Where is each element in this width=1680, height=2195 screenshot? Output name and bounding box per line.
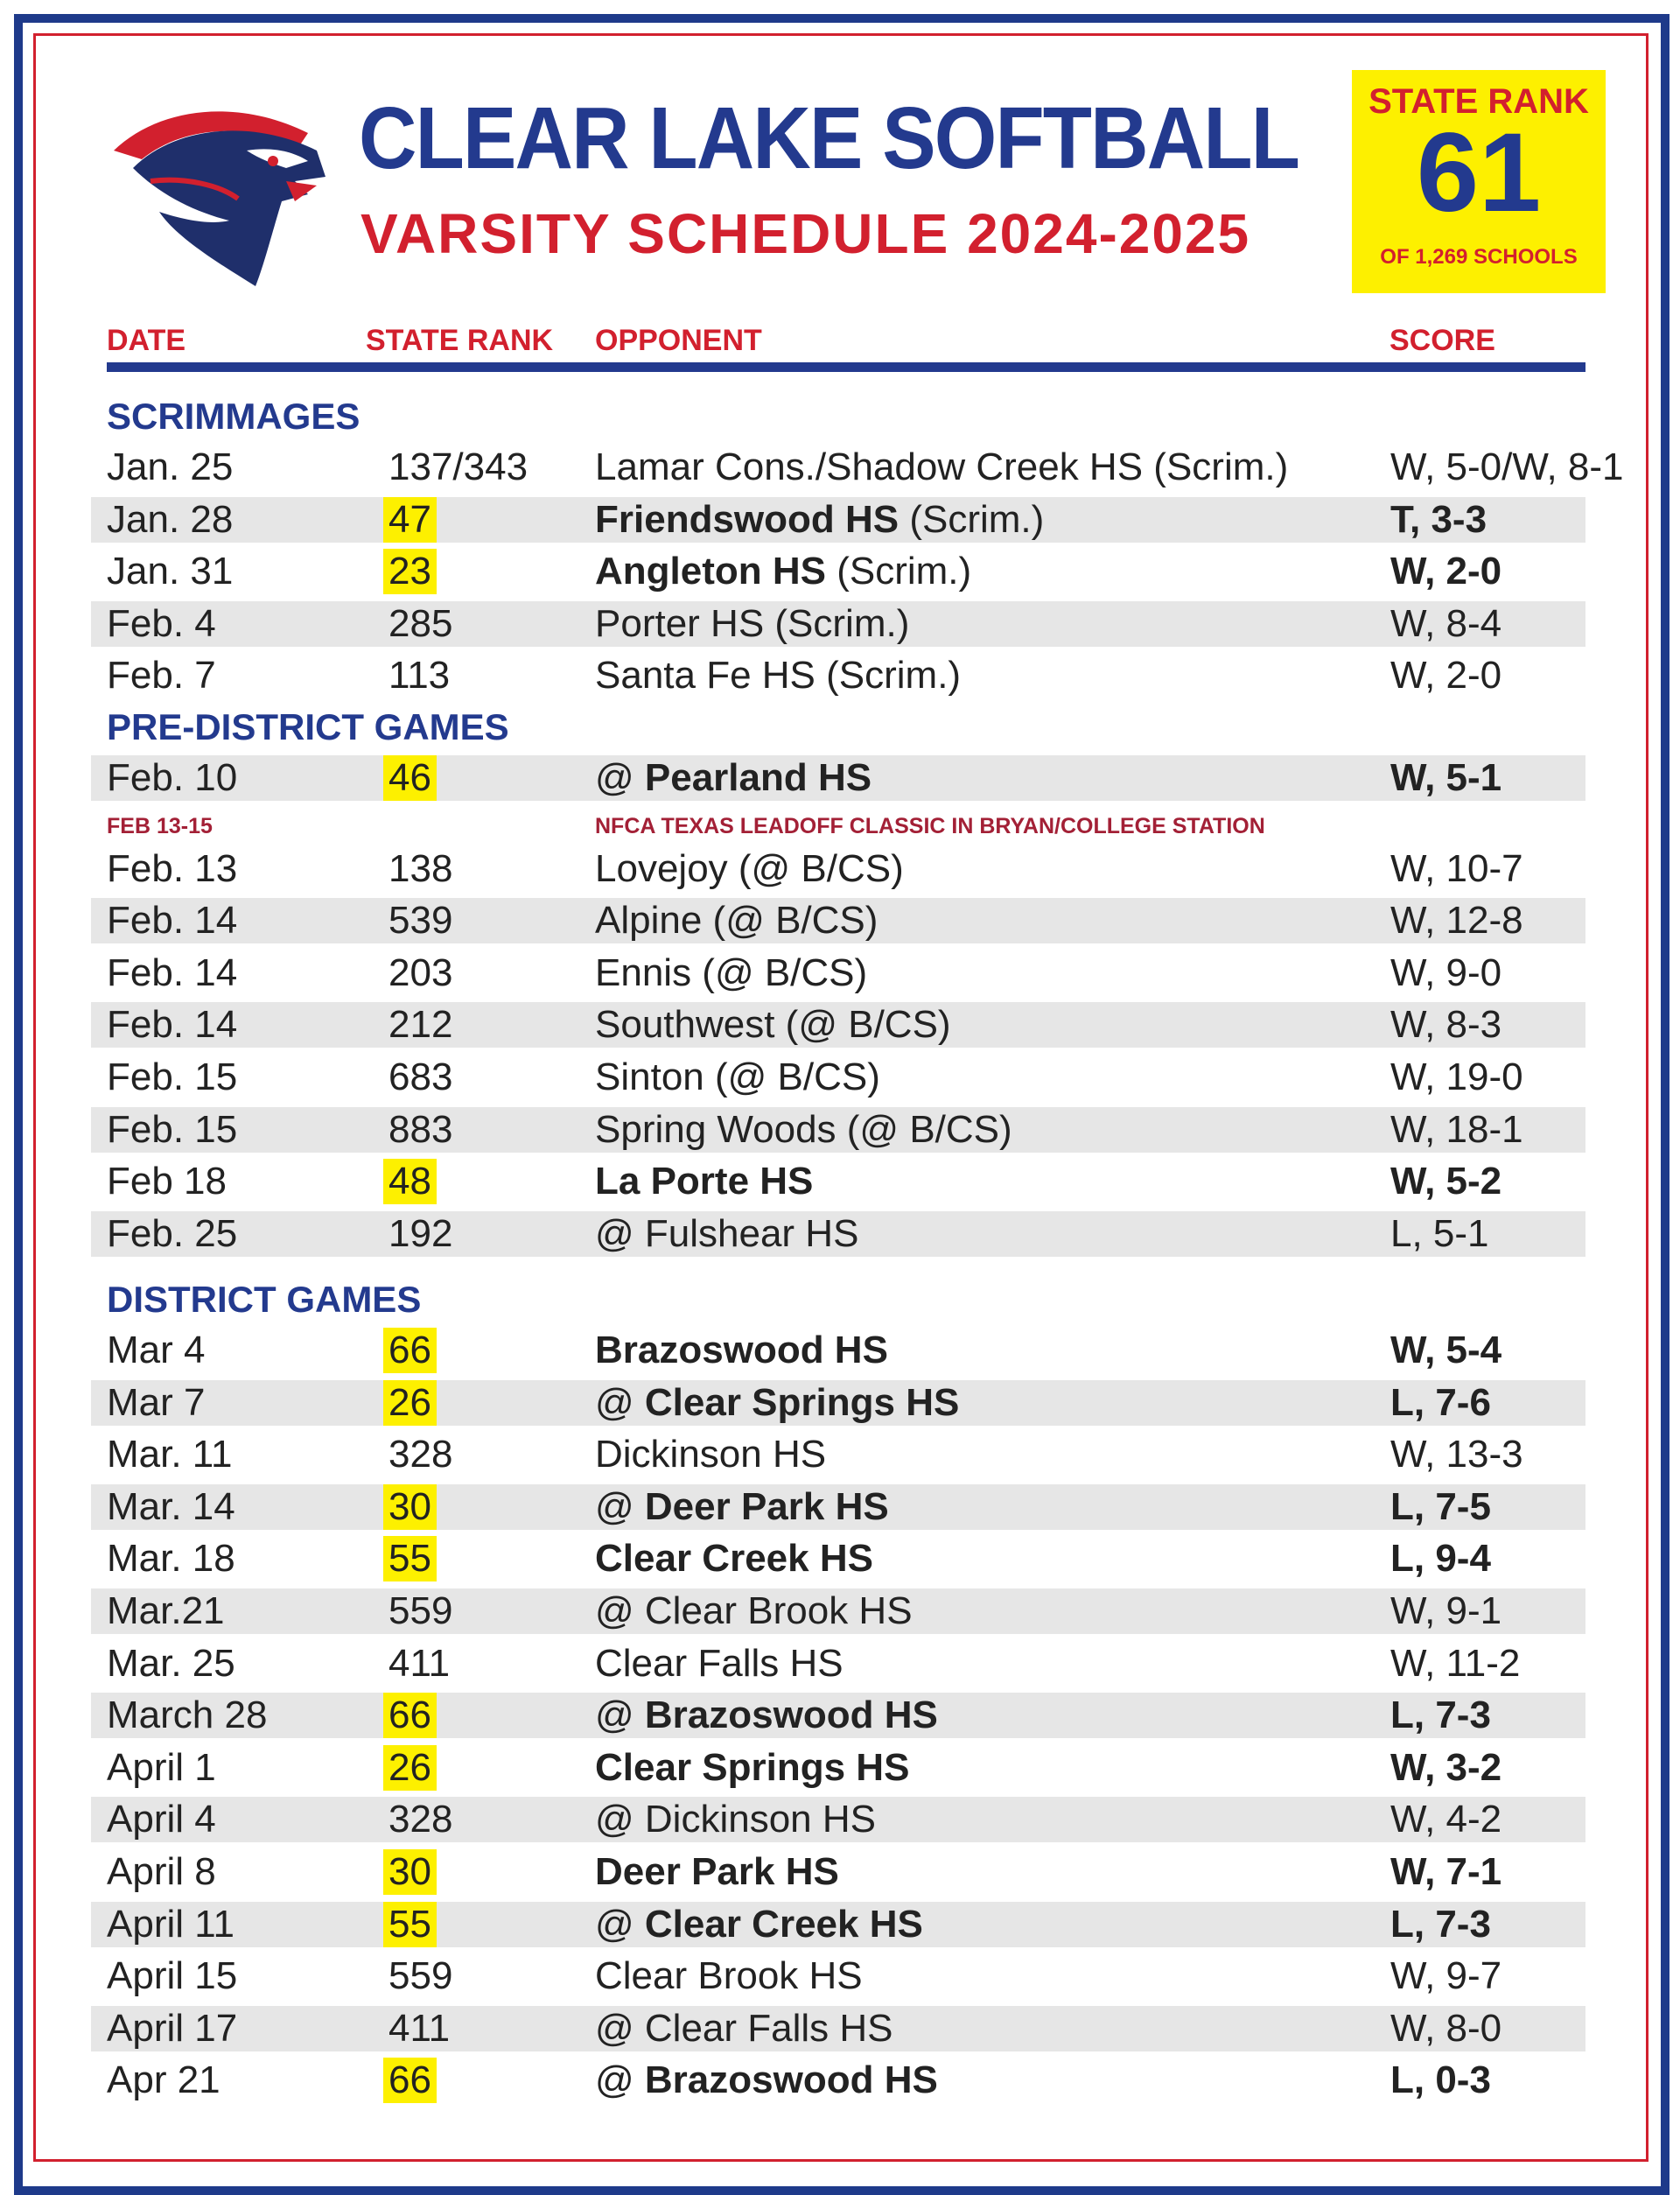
game-score: L, 7-6	[1390, 1380, 1491, 1424]
opponent-cell	[595, 1211, 858, 1257]
table-row	[91, 1797, 1586, 1842]
opponent-state-rank: 328	[388, 1433, 453, 1476]
game-score: W, 18-1	[1390, 1107, 1523, 1151]
scrimmage-tag: (Scrim.)	[825, 550, 972, 593]
game-score: L, 7-3	[1390, 1902, 1491, 1946]
game-date: March 28	[107, 1694, 268, 1737]
opponent-cell	[595, 1159, 813, 1204]
game-score: W, 2-0	[1390, 550, 1502, 593]
tournament-note-text: NFCA TEXAS LEADOFF CLASSIC IN BRYAN/COLLEGE STATION	[595, 813, 1265, 838]
opponent-state-rank: 328	[388, 1798, 453, 1841]
table-row	[91, 1002, 1586, 1048]
game-score: L, 9-4	[1390, 1537, 1491, 1581]
opponent-cell	[595, 846, 904, 892]
opponent-state-rank: 47	[383, 497, 437, 543]
opponent-state-rank: 212	[388, 1003, 453, 1047]
page-title: CLEAR LAKE SOFTBALL	[359, 89, 1299, 187]
game-date: Mar 7	[107, 1380, 206, 1424]
game-score: W, 12-8	[1390, 899, 1523, 943]
header-divider	[107, 362, 1586, 372]
game-score: W, 8-4	[1390, 601, 1502, 645]
opponent-state-rank: 66	[383, 1693, 437, 1738]
column-header-opponent: OPPONENT	[595, 324, 762, 357]
scrimmage-tag: (Scrim.)	[1143, 445, 1289, 488]
game-score: W, 9-0	[1390, 950, 1502, 994]
opponent-state-rank: 411	[388, 1641, 451, 1685]
table-row	[91, 653, 1586, 698]
table-row	[91, 1432, 1586, 1477]
table-row	[91, 2058, 1586, 2103]
game-date: April 1	[107, 1745, 216, 1789]
game-date: Feb. 25	[107, 1211, 238, 1255]
table-row	[91, 445, 1624, 490]
game-score: W, 5-1	[1390, 756, 1502, 799]
opponent-name: Lamar Cons./Shadow Creek HS	[595, 445, 1144, 488]
opponent-cell	[595, 1953, 863, 1999]
game-score: W, 4-2	[1390, 1798, 1502, 1841]
table-row	[91, 1849, 1586, 1895]
opponent-state-rank: 26	[383, 1380, 437, 1426]
opponent-state-rank: 539	[388, 899, 453, 943]
opponent-state-rank: 559	[388, 1954, 453, 1998]
game-score: L, 0-3	[1390, 2058, 1491, 2102]
game-date: Jan. 31	[107, 550, 234, 593]
opponent-cell	[595, 1641, 844, 1687]
table-row	[91, 2006, 1586, 2051]
away-marker: @	[595, 756, 645, 799]
falcon-head-logo	[107, 98, 334, 291]
table-row	[91, 1536, 1586, 1581]
game-score: L, 7-3	[1390, 1694, 1491, 1737]
opponent-name: Southwest (@ B/CS)	[595, 1003, 951, 1047]
column-header-date: DATE	[107, 324, 186, 357]
table-row	[91, 1588, 1586, 1634]
opponent-name: Clear Springs HS	[644, 1380, 960, 1424]
opponent-state-rank: 55	[383, 1536, 437, 1581]
opponent-name: Alpine (@ B/CS)	[595, 899, 878, 943]
game-score: W, 5-2	[1390, 1160, 1502, 1203]
table-row	[91, 1211, 1586, 1257]
table-row	[91, 898, 1586, 943]
table-row	[91, 1159, 1586, 1204]
opponent-name: Angleton HS	[595, 550, 826, 593]
away-marker: @	[595, 1902, 645, 1946]
opponent-cell	[595, 653, 961, 698]
table-row	[91, 1055, 1586, 1100]
opponent-state-rank: 30	[383, 1849, 437, 1895]
game-score: T, 3-3	[1390, 497, 1488, 541]
opponent-name: @ Clear Brook HS	[595, 1589, 913, 1632]
away-marker: @	[595, 2058, 645, 2102]
opponent-name: Porter HS	[595, 601, 765, 645]
game-date: April 4	[107, 1798, 216, 1841]
game-date: Feb. 15	[107, 1055, 238, 1098]
game-date: Feb. 14	[107, 1003, 238, 1047]
opponent-state-rank: 23	[383, 549, 437, 594]
table-row	[91, 497, 1586, 543]
opponent-state-rank: 683	[388, 1055, 453, 1098]
section-heading: PRE-DISTRICT GAMES	[107, 706, 509, 747]
opponent-cell	[595, 1328, 888, 1373]
game-date: Mar.21	[107, 1589, 225, 1632]
away-marker: @	[595, 1380, 645, 1424]
game-date: Feb. 15	[107, 1107, 238, 1151]
opponent-cell	[595, 898, 878, 943]
game-date: Apr 21	[107, 2058, 220, 2102]
state-rank-label: STATE RANK	[1368, 82, 1589, 121]
game-score: L, 5-1	[1390, 1211, 1489, 1255]
opponent-cell	[595, 1380, 959, 1426]
table-row	[91, 1641, 1586, 1687]
game-date: Feb. 7	[107, 654, 216, 698]
game-date: Mar. 11	[107, 1433, 233, 1476]
column-header-state-rank: STATE RANK	[366, 324, 554, 357]
game-score: W, 5-4	[1390, 1329, 1502, 1371]
away-marker: @	[595, 1484, 645, 1528]
opponent-cell	[595, 2006, 893, 2051]
opponent-cell	[595, 1055, 880, 1100]
opponent-state-rank: 30	[383, 1484, 437, 1530]
opponent-state-rank: 55	[383, 1902, 437, 1947]
opponent-name: Ennis (@ B/CS)	[595, 950, 868, 994]
scrimmage-tag: (Scrim.)	[764, 601, 910, 645]
opponent-cell	[595, 1693, 938, 1738]
opponent-cell	[595, 2058, 938, 2103]
opponent-cell	[595, 1432, 826, 1477]
opponent-cell	[595, 1002, 951, 1048]
game-score: W, 3-2	[1390, 1745, 1502, 1789]
table-row	[91, 1380, 1586, 1426]
opponent-name: Pearland HS	[644, 756, 872, 799]
game-score: W, 8-3	[1390, 1003, 1502, 1047]
opponent-state-rank: 559	[388, 1589, 453, 1632]
table-row	[91, 1328, 1586, 1373]
table-row	[91, 1693, 1586, 1738]
opponent-name: Friendswood HS	[595, 497, 900, 541]
game-score: W, 2-0	[1390, 654, 1502, 698]
opponent-name: @ Clear Falls HS	[595, 2006, 893, 2050]
opponent-name: Deer Park HS	[595, 1850, 839, 1893]
game-score: W, 7-1	[1390, 1850, 1502, 1893]
opponent-cell	[595, 445, 1288, 490]
opponent-name: Brazoswood HS	[595, 1329, 888, 1371]
game-date: Feb. 10	[107, 756, 238, 799]
page-subtitle: VARSITY SCHEDULE 2024-2025	[360, 202, 1251, 265]
table-row	[91, 1107, 1586, 1153]
table-row	[91, 1484, 1586, 1530]
opponent-name: Clear Creek HS	[644, 1902, 923, 1946]
section-heading: SCRIMMAGES	[107, 396, 360, 437]
game-date: April 8	[107, 1850, 216, 1893]
opponent-state-rank: 192	[388, 1211, 453, 1255]
game-date: Feb. 14	[107, 950, 238, 994]
table-row	[91, 950, 1586, 996]
opponent-cell	[595, 1588, 913, 1634]
table-row	[91, 846, 1586, 892]
table-row	[91, 601, 1586, 647]
opponent-name: Clear Springs HS	[595, 1745, 910, 1789]
opponent-state-rank: 137/343	[388, 445, 528, 488]
opponent-state-rank: 46	[383, 755, 437, 801]
opponent-state-rank: 285	[388, 601, 453, 645]
opponent-cell	[595, 1902, 923, 1947]
game-score: W, 19-0	[1390, 1055, 1523, 1098]
opponent-state-rank: 48	[383, 1159, 437, 1204]
opponent-cell	[595, 549, 971, 594]
section-heading: DISTRICT GAMES	[107, 1279, 422, 1320]
opponent-cell	[595, 1107, 1012, 1153]
game-score: W, 8-0	[1390, 2006, 1502, 2050]
game-date: Mar. 14	[107, 1484, 235, 1528]
game-date: Jan. 28	[107, 497, 234, 541]
game-score: W, 9-7	[1390, 1954, 1502, 1998]
state-rank-subtext: OF 1,269 SCHOOLS	[1380, 245, 1578, 269]
opponent-name: Sinton (@ B/CS)	[595, 1055, 880, 1098]
opponent-state-rank: 113	[388, 654, 451, 698]
opponent-cell	[595, 1745, 909, 1791]
table-row	[91, 1953, 1586, 1999]
game-date: April 11	[107, 1902, 234, 1946]
opponent-cell	[595, 497, 1044, 543]
game-score: W, 9-1	[1390, 1589, 1502, 1632]
scrimmage-tag: (Scrim.)	[899, 497, 1045, 541]
opponent-state-rank: 138	[388, 846, 453, 890]
game-score: W, 13-3	[1390, 1433, 1523, 1476]
column-header-score: SCORE	[1390, 324, 1495, 357]
opponent-name: Deer Park HS	[644, 1484, 889, 1528]
opponent-state-rank: 411	[388, 2006, 451, 2050]
scrimmage-tag: (Scrim.)	[815, 654, 962, 698]
opponent-name: Brazoswood HS	[644, 2058, 938, 2102]
game-score: W, 5-0/W, 8-1	[1390, 445, 1624, 488]
game-date: Feb. 13	[107, 846, 238, 890]
opponent-state-rank: 883	[388, 1107, 453, 1151]
opponent-name: Clear Brook HS	[595, 1954, 863, 1998]
opponent-name: Lovejoy (@ B/CS)	[595, 846, 904, 890]
game-date: Feb. 14	[107, 899, 238, 943]
game-date: Mar. 25	[107, 1641, 235, 1685]
state-rank-badge	[1352, 70, 1606, 293]
table-row	[91, 1902, 1586, 1947]
opponent-cell	[595, 1849, 839, 1895]
table-row	[91, 1745, 1586, 1791]
opponent-name: Clear Creek HS	[595, 1537, 873, 1581]
opponent-state-rank: 66	[383, 2058, 437, 2103]
opponent-state-rank: 203	[388, 950, 453, 994]
game-date: Feb. 4	[107, 601, 216, 645]
game-date: Feb 18	[107, 1160, 227, 1203]
state-rank-value: 61	[1416, 110, 1542, 235]
opponent-name: Santa Fe HS	[595, 654, 816, 698]
game-date: April 15	[107, 1954, 238, 1998]
game-score: L, 7-5	[1390, 1484, 1491, 1528]
opponent-name: Brazoswood HS	[644, 1694, 938, 1737]
game-date: Mar. 18	[107, 1537, 235, 1581]
opponent-cell	[595, 1484, 889, 1530]
opponent-cell	[595, 755, 872, 801]
opponent-name: @ Dickinson HS	[595, 1798, 876, 1841]
game-date: Jan. 25	[107, 445, 234, 488]
game-date: Mar 4	[107, 1329, 206, 1371]
away-marker: @	[595, 1694, 645, 1737]
table-row	[91, 755, 1586, 801]
opponent-name: Dickinson HS	[595, 1433, 827, 1476]
opponent-name: Clear Falls HS	[595, 1641, 844, 1685]
opponent-name: Spring Woods (@ B/CS)	[595, 1107, 1012, 1151]
opponent-cell	[595, 1797, 876, 1842]
opponent-state-rank: 66	[383, 1328, 437, 1373]
opponent-cell	[595, 1536, 873, 1581]
opponent-name: La Porte HS	[595, 1160, 814, 1203]
opponent-cell	[595, 601, 909, 647]
game-score: W, 11-2	[1390, 1641, 1521, 1685]
opponent-name: @ Fulshear HS	[595, 1211, 859, 1255]
game-date: April 17	[107, 2006, 238, 2050]
game-score: W, 10-7	[1390, 846, 1523, 890]
opponent-cell	[595, 950, 867, 996]
table-row	[91, 549, 1586, 594]
tournament-note-date: FEB 13-15	[107, 813, 213, 838]
opponent-state-rank: 26	[383, 1745, 437, 1791]
